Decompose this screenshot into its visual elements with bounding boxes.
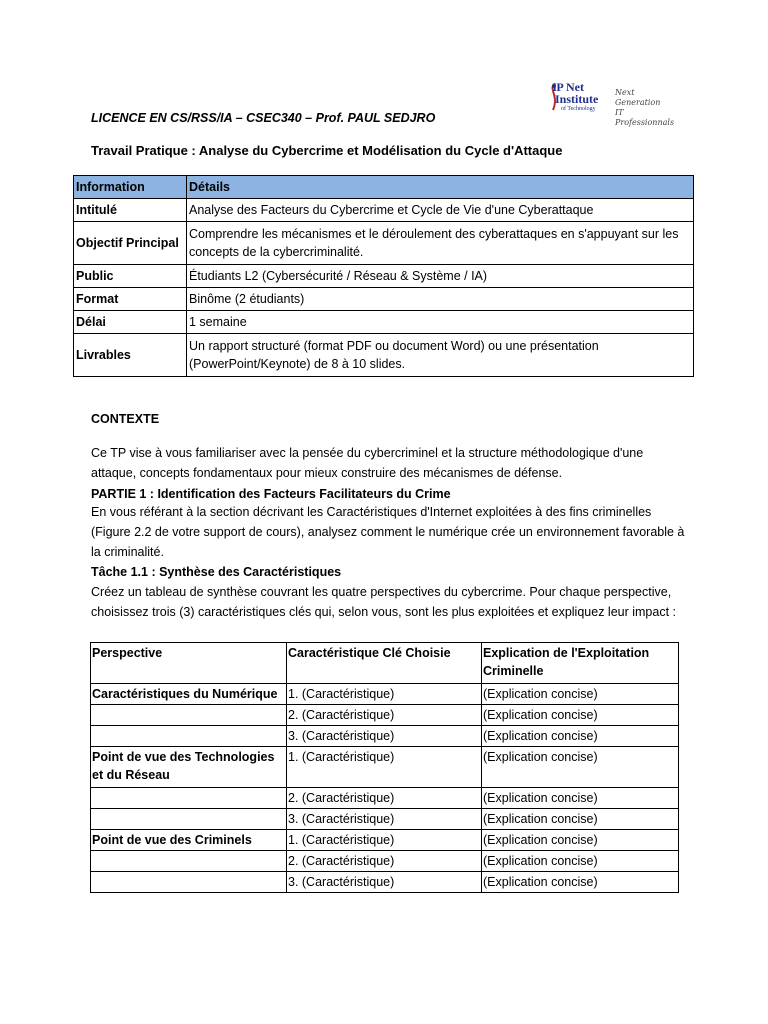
table-row [74,311,694,334]
cell-explanation: (Explication concise) [482,726,679,747]
info-key: Délai [74,311,187,334]
table-row [91,705,679,726]
cell-characteristic: 1. (Caractéristique) [287,684,482,705]
info-value: 1 semaine [187,311,694,334]
logo-tagline1: Next Generation [615,88,661,107]
cell-explanation: (Explication concise) [482,830,679,851]
table-row [91,788,679,809]
cell-perspective [91,851,287,872]
header-explanation: Explication de l'Exploitation Criminelle [482,643,679,684]
task-text: Créez un tableau de synthèse couvrant les quatre perspectives du cybercrime. Pour chaque perspective, choisissez trois (3) caractéristiques clés qui, selon vous, sont les plus exploitées et expliquez leur impact : [91,585,676,619]
info-header-key: Information [74,176,187,199]
cell-explanation: (Explication concise) [482,684,679,705]
cell-characteristic: 2. (Caractéristique) [287,705,482,726]
table-row [74,265,694,288]
info-value: Étudiants L2 (Cybersécurité / Réseau & Système / IA) [187,265,694,288]
cell-explanation: (Explication concise) [482,851,679,872]
logo-line1: iP Net [553,80,584,94]
table-row [91,851,679,872]
cell-perspective [91,726,287,747]
info-key: Public [74,265,187,288]
cell-characteristic: 2. (Caractéristique) [287,788,482,809]
cell-perspective: Point de vue des Technologies et du Réseau [91,747,287,788]
table-row [74,288,694,311]
cell-perspective [91,809,287,830]
logo-tagline [615,88,674,128]
cell-explanation: (Explication concise) [482,747,679,788]
institute-logo [543,78,675,127]
cell-perspective [91,705,287,726]
cell-characteristic: 1. (Caractéristique) [287,830,482,851]
cell-characteristic: 2. (Caractéristique) [287,851,482,872]
cell-perspective [91,788,287,809]
info-value: Comprendre les mécanismes et le déroulement des cyberattaques en s'appuyant sur les concepts de la cybercriminalité. [187,222,694,265]
page-title: Travail Pratique : Analyse du Cybercrime et Modélisation du Cycle d'Attaque [91,143,563,158]
table-row [91,830,679,851]
cell-perspective [91,872,287,893]
table-row [91,872,679,893]
cell-characteristic: 3. (Caractéristique) [287,872,482,893]
table-row [91,684,679,705]
course-line: LICENCE EN CS/RSS/IA – CSEC340 – Prof. PAUL SEDJRO [91,111,436,125]
header-characteristic: Caractéristique Clé Choisie [287,643,482,684]
header-perspective: Perspective [91,643,287,684]
part1-heading: PARTIE 1 : Identification des Facteurs Facilitateurs du Crime [91,487,451,501]
synthesis-table [90,642,679,893]
table-row [74,334,694,377]
cell-explanation: (Explication concise) [482,872,679,893]
logo-line3: of Technology [561,106,596,112]
task-heading: Tâche 1.1 : Synthèse des Caractéristiques [91,565,342,579]
table-row [74,222,694,265]
cell-explanation: (Explication concise) [482,705,679,726]
info-header-value: Détails [187,176,694,199]
cell-characteristic: 1. (Caractéristique) [287,747,482,788]
info-table-header [74,176,694,199]
info-table [73,175,694,377]
info-key: Livrables [74,334,187,377]
logo-tagline2: IT Professionnals [615,108,675,127]
info-value: Un rapport structuré (format PDF ou document Word) ou une présentation (PowerPoint/Keynote) de 8 à 10 slides. [187,334,694,377]
context-heading: CONTEXTE [91,412,160,426]
info-value: Analyse des Facteurs du Cybercrime et Cycle de Vie d'une Cyberattaque [187,199,694,222]
info-key: Intitulé [74,199,187,222]
info-value: Binôme (2 étudiants) [187,288,694,311]
part1-text: En vous référant à la section décrivant les Caractéristiques d'Internet exploitées à des fins criminelles (Figure 2.2 de votre support de cours), analysez comment le numérique crée un environnement favorable à la criminalité. [91,505,685,559]
cell-characteristic: 3. (Caractéristique) [287,809,482,830]
cell-perspective: Caractéristiques du Numérique [91,684,287,705]
table-row [91,809,679,830]
info-key: Objectif Principal [74,222,187,265]
cell-characteristic: 3. (Caractéristique) [287,726,482,747]
table-row [91,726,679,747]
info-key: Format [74,288,187,311]
table-row [91,747,679,788]
table-row [74,199,694,222]
cell-explanation: (Explication concise) [482,788,679,809]
cell-perspective: Point de vue des Criminels [91,830,287,851]
context-intro: Ce TP vise à vous familiariser avec la pensée du cybercriminel et la structure méthodologique d'une attaque, concepts fondamentaux pour mieux construire des mécanismes de défense. [91,446,644,480]
logo-line2: Institute [555,92,599,106]
cell-explanation: (Explication concise) [482,809,679,830]
synthesis-table-header [91,643,679,684]
